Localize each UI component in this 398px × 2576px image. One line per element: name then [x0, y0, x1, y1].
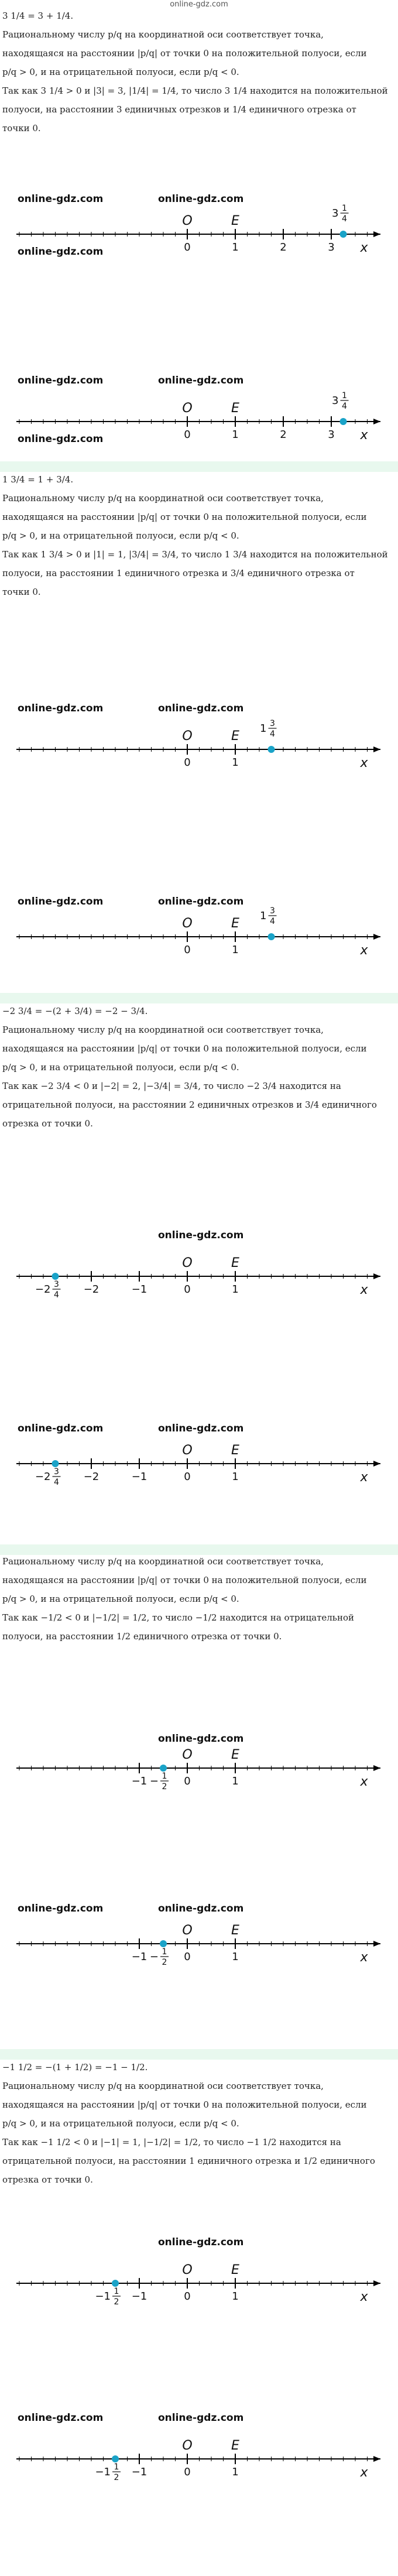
origin-label: O	[182, 2438, 193, 2453]
tick-label: −2	[83, 1283, 100, 1296]
tick-label: 1	[232, 944, 239, 956]
text-block-2	[2, 473, 391, 604]
axis-arrow	[373, 1941, 380, 1947]
separator	[0, 1544, 398, 1555]
point-label-int: −	[149, 1775, 159, 1787]
text-block-3	[2, 1005, 391, 1136]
separator	[0, 2049, 398, 2060]
tick-label: 2	[280, 429, 287, 441]
axis-x-label: x	[360, 1950, 368, 1965]
text-block-5	[2, 2061, 391, 2192]
axis-x-label: x	[360, 1470, 368, 1485]
tick-label: 0	[184, 756, 191, 769]
axis-x-label: x	[360, 1775, 368, 1789]
watermark[interactable]: online-gdz.com	[158, 1733, 244, 1745]
point-label-int: 3	[332, 207, 339, 220]
point-label-denominator: 2	[162, 1782, 167, 1791]
point-label-denominator: 2	[114, 2297, 119, 2307]
unit-label: E	[231, 1443, 239, 1458]
unit-label: E	[231, 1923, 239, 1938]
text-line: Так как −2 3/4 < 0 и |−2| = 2, |−3/4| = 3/4, то число −2 3/4 находится на	[2, 1081, 341, 1091]
text-line: отрицательной полуоси, на расстоянии 1 единичного отрезка и 1/2 единичного	[2, 2156, 375, 2166]
axis-arrow	[373, 2280, 380, 2286]
text-line: Рациональному числу p/q на координатной оси соответствует точка,	[2, 29, 324, 40]
text-line: отрицательной полуоси, на расстоянии 2 единичных отрезков и 3/4 единичного	[2, 1099, 377, 1110]
point-label-numerator: 3	[270, 906, 275, 916]
watermark[interactable]: online-gdz.com	[18, 1423, 104, 1434]
axis-arrow	[373, 1461, 380, 1467]
tick-label: 0	[184, 1951, 191, 1963]
text-line: Рациональному числу p/q на координатной оси соответствует точка,	[2, 1025, 324, 1035]
text-line: p/q > 0, и на отрицательной полуоси, если p/q < 0.	[2, 2118, 239, 2129]
text-line: находящаяся на расстоянии |p/q| от точки 0 на положительной полуоси, если	[2, 1043, 367, 1054]
tick-label: −1	[131, 1283, 147, 1296]
tick-label: −1	[131, 1775, 147, 1787]
watermark[interactable]: online-gdz.com	[158, 2412, 244, 2424]
origin-label: O	[182, 401, 193, 416]
tick-label: 1	[232, 1283, 239, 1296]
point-label-numerator: 1	[162, 1772, 167, 1781]
axis-arrow	[373, 2456, 380, 2462]
tick-label: 0	[184, 2466, 191, 2478]
point-label-denominator: 4	[270, 917, 275, 926]
point-marker	[160, 1765, 167, 1772]
point-marker	[112, 2280, 119, 2287]
tick-label: 0	[184, 944, 191, 956]
text-line: полуоси, на расстоянии 1/2 единичного отрезка от точки 0.	[2, 1631, 282, 1642]
point-label-denominator: 2	[162, 1958, 167, 1967]
text-line: p/q > 0, и на отрицательной полуоси, если p/q < 0.	[2, 1062, 239, 1073]
text-line: находящаяся на расстоянии |p/q| от точки 0 на положительной полуоси, если	[2, 512, 367, 522]
text-line: −1 1/2 = −(1 + 1/2) = −1 − 1/2.	[2, 2062, 148, 2073]
tick-label: 3	[328, 429, 335, 441]
tick-label: 1	[232, 756, 239, 769]
number-line-3	[0, 691, 398, 866]
tick-label: 1	[232, 241, 239, 254]
axis-arrow	[373, 1765, 380, 1771]
point-label-numerator: 1	[342, 391, 347, 400]
point-marker	[52, 1273, 59, 1280]
watermark[interactable]: online-gdz.com	[18, 433, 104, 445]
text-line: 3 1/4 = 3 + 1/4.	[2, 11, 74, 21]
point-label-denominator: 4	[342, 402, 347, 411]
unit-label: E	[231, 2438, 239, 2453]
point-label-numerator: 1	[342, 204, 347, 213]
watermark[interactable]: online-gdz.com	[158, 1229, 244, 1241]
number-line-10	[0, 2400, 398, 2576]
axis-arrow	[373, 746, 380, 752]
text-line: −2 3/4 = −(2 + 3/4) = −2 − 3/4.	[2, 1006, 148, 1016]
separator	[0, 993, 398, 1003]
watermark[interactable]: online-gdz.com	[158, 896, 244, 907]
origin-label: O	[182, 214, 193, 228]
text-line: находящаяся на расстоянии |p/q| от точки 0 на положительной полуоси, если	[2, 2099, 367, 2110]
origin-label: O	[182, 729, 193, 744]
point-label-numerator: 1	[162, 1947, 167, 1957]
watermark[interactable]: online-gdz.com	[18, 375, 104, 386]
unit-label: E	[231, 916, 239, 931]
watermark[interactable]: online-gdz.com	[18, 246, 104, 258]
watermark[interactable]: online-gdz.com	[158, 193, 244, 205]
axis-x-label: x	[360, 1283, 368, 1297]
unit-label: E	[231, 214, 239, 228]
tick-label: 0	[184, 1283, 191, 1296]
tick-label: 2	[280, 241, 287, 254]
unit-label: E	[231, 401, 239, 416]
text-line: Рациональному числу p/q на координатной оси соответствует точка,	[2, 2081, 324, 2091]
origin-label: O	[182, 2263, 193, 2277]
axis-arrow	[373, 231, 380, 237]
tick-label: 0	[184, 1775, 191, 1787]
tick-label: −1	[131, 2466, 147, 2478]
axis-x-label: x	[360, 943, 368, 958]
origin-label: O	[182, 1256, 193, 1270]
watermark[interactable]: online-gdz.com	[18, 703, 104, 714]
text-line: Так как 1 3/4 > 0 и |1| = 1, |3/4| = 3/4, то число 1 3/4 находится на положительной	[2, 549, 388, 560]
point-label-denominator: 4	[270, 729, 275, 739]
text-line: отрезка от точки 0.	[2, 1118, 93, 1129]
axis-x-label: x	[360, 2290, 368, 2304]
watermark[interactable]: online-gdz.com	[158, 703, 244, 714]
point-marker	[52, 1460, 59, 1467]
unit-label: E	[231, 2263, 239, 2277]
number-line-svg	[0, 1710, 398, 1827]
text-line: точки 0.	[2, 123, 41, 133]
point-label-denominator: 4	[54, 1478, 59, 1487]
text-line: p/q > 0, и на отрицательной полуоси, если p/q < 0.	[2, 530, 239, 541]
unit-label: E	[231, 1748, 239, 1762]
site-header[interactable]: online-gdz.com	[170, 0, 228, 9]
point-label-numerator: 3	[54, 1467, 59, 1477]
point-marker	[340, 418, 347, 425]
unit-label: E	[231, 729, 239, 744]
watermark[interactable]: online-gdz.com	[18, 193, 104, 205]
origin-label: O	[182, 1923, 193, 1938]
unit-label: E	[231, 1256, 239, 1270]
tick-label: 0	[184, 1471, 191, 1483]
text-line: Так как −1/2 < 0 и |−1/2| = 1/2, то число −1/2 находится на отрицательной	[2, 1612, 354, 1623]
axis-arrow	[373, 419, 380, 424]
tick-label: 1	[232, 1775, 239, 1787]
point-marker	[268, 933, 275, 940]
point-label-int: −2	[35, 1471, 51, 1483]
axis-arrow	[373, 1273, 380, 1279]
point-label-int: −1	[95, 2466, 111, 2478]
point-label-int: −1	[95, 2290, 111, 2303]
point-label-numerator: 1	[114, 2462, 119, 2472]
watermark[interactable]: online-gdz.com	[158, 1903, 244, 1914]
point-label-numerator: 3	[54, 1280, 59, 1289]
tick-label: 1	[232, 2290, 239, 2303]
point-marker	[268, 746, 275, 753]
text-line: находящаяся на расстоянии |p/q| от точки 0 на положительной полуоси, если	[2, 48, 367, 59]
text-block-1	[2, 9, 391, 141]
origin-label: O	[182, 1748, 193, 1762]
axis-x-label: x	[360, 2465, 368, 2480]
point-label-numerator: 1	[114, 2287, 119, 2296]
separator	[0, 461, 398, 472]
text-line: 1 3/4 = 1 + 3/4.	[2, 474, 74, 485]
point-label-denominator: 4	[342, 214, 347, 224]
tick-label: 1	[232, 1951, 239, 1963]
axis-x-label: x	[360, 241, 368, 255]
text-line: Так как −1 1/2 < 0 и |−1| = 1, |−1/2| = 1/2, то число −1 1/2 находится на	[2, 2137, 341, 2147]
text-line: p/q > 0, и на отрицательной полуоси, если p/q < 0.	[2, 1594, 239, 1604]
point-label-int: −2	[35, 1283, 51, 1296]
watermark[interactable]: online-gdz.com	[158, 2236, 244, 2248]
point-marker	[340, 231, 347, 238]
text-line: полуоси, на расстоянии 1 единичного отрезка и 3/4 единичного отрезка от	[2, 568, 355, 578]
tick-label: 0	[184, 241, 191, 254]
watermark[interactable]: online-gdz.com	[158, 375, 244, 386]
point-label-int: 3	[332, 395, 339, 407]
watermark[interactable]: online-gdz.com	[18, 896, 104, 907]
axis-x-label: x	[360, 756, 368, 770]
axis-arrow	[373, 934, 380, 940]
axis-x-label: x	[360, 428, 368, 443]
tick-label: 1	[232, 1471, 239, 1483]
text-line: Рациональному числу p/q на координатной оси соответствует точка,	[2, 1556, 324, 1567]
point-label-numerator: 3	[270, 719, 275, 728]
point-label-denominator: 2	[114, 2473, 119, 2482]
tick-label: 3	[328, 241, 335, 254]
text-line: Рациональному числу p/q на координатной оси соответствует точка,	[2, 493, 324, 503]
watermark[interactable]: online-gdz.com	[158, 1423, 244, 1434]
tick-label: −1	[131, 1471, 147, 1483]
number-line-9	[0, 2225, 398, 2400]
origin-label: O	[182, 1443, 193, 1458]
point-marker	[160, 1940, 167, 1947]
text-block-4	[2, 1555, 391, 1649]
text-line: точки 0.	[2, 587, 41, 597]
tick-label: 0	[184, 2290, 191, 2303]
origin-label: O	[182, 916, 193, 931]
point-marker	[112, 2455, 119, 2462]
text-line: полуоси, на расстоянии 3 единичных отрезков и 1/4 единичного отрезка от	[2, 104, 356, 115]
tick-label: −2	[83, 1471, 100, 1483]
text-line: p/q > 0, и на отрицательной полуоси, если p/q < 0.	[2, 67, 239, 77]
text-line: отрезка от точки 0.	[2, 2174, 93, 2185]
text-line: Так как 3 1/4 > 0 и |3| = 3, |1/4| = 1/4, то число 3 1/4 находится на положительной	[2, 85, 388, 96]
watermark[interactable]: online-gdz.com	[18, 1903, 104, 1914]
point-label-denominator: 4	[54, 1290, 59, 1300]
tick-label: 0	[184, 429, 191, 441]
number-line-5	[0, 1218, 398, 1393]
tick-label: 1	[232, 429, 239, 441]
point-label-int: 1	[260, 722, 267, 735]
point-label-int: −	[149, 1951, 159, 1963]
point-label-int: 1	[260, 910, 267, 922]
watermark[interactable]: online-gdz.com	[18, 2412, 104, 2424]
text-line: находящаяся на расстоянии |p/q| от точки 0 на положительной полуоси, если	[2, 1575, 367, 1585]
tick-label: −1	[131, 2290, 147, 2303]
tick-label: 1	[232, 2466, 239, 2478]
tick-label: −1	[131, 1951, 147, 1963]
